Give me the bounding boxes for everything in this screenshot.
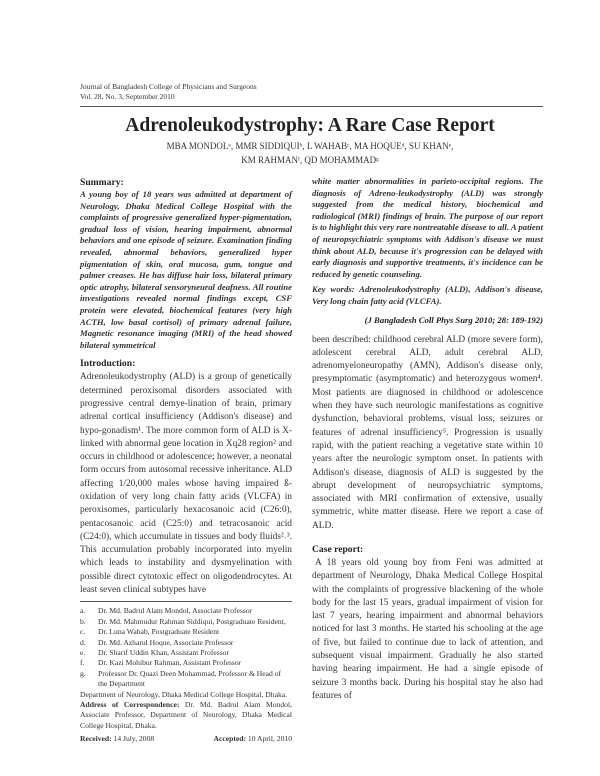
header-rule	[80, 106, 543, 107]
accepted: Accepted: 10 April, 2010	[213, 734, 292, 744]
authors-line-1: MBA MONDOLᵃ, MMR SIDDIQUIᵇ, L WAHABᶜ, MA HOQUEᵈ, SU KHANᵉ,	[166, 141, 454, 151]
keywords: Key words: Adrenoleukodystrophy (ALD), Addison's disease, Very long chain fatty acid (VLCFA).	[312, 284, 543, 306]
introduction-section	[80, 357, 292, 597]
footnote-d: d. Dr. Md. Azharul Hoque, Associate Professor	[80, 637, 234, 647]
summary-continued	[312, 176, 543, 326]
footnotes	[80, 606, 292, 744]
correspondence	[80, 700, 292, 731]
citation: (J Bangladesh Coll Phys Surg 2010; 28: 189-192)	[364, 314, 543, 325]
introduction-continued	[312, 334, 543, 704]
correspondence-label: Address of Correspondence:	[80, 700, 180, 710]
summary-section	[80, 176, 292, 351]
received: Received: 14 July, 2008	[80, 734, 155, 744]
dates	[80, 734, 292, 744]
introduction-text: Adrenoleukodystrophy (ALD) is a group of genetically determined peroxisomal disorders associated with progressive central demye-lination of brain, primary adrenal cortical insufficiency (Addison's disease) and hypo-gonadism¹. The more common form of ALD is X-linked with abnormal gene location in Xq28 region² and occurs in childhood or adolescence; however, a neonatal form occurs from autosomal recessive inheritance. ALD affecting 1/20,000 males whose having impaired ß-oxidation of very long chain fatty acids (VLCFA) in peroxisomes, particularly hexacosanoic acid (C26:0), pentacosanoic acid (C25:0) and tetracosanoic acid (C24:0), which accumulate in tissues and body fluids²˒³. This accumulation probably incorporated into myelin which leads to instability and dysmyelination with possible direct cytotoxic effect on oligodendrocytes. At least seven clinical subtypes have	[80, 372, 292, 596]
footnote-g: g. Professor Dr. Quazi Deen Mohammad, Professor & Head of the Department	[80, 668, 282, 689]
case-report-heading: Case report:	[312, 543, 364, 555]
right-column	[312, 176, 543, 703]
journal-name: Journal of Bangladesh College of Physicians and Surgeons	[80, 82, 257, 91]
introduction-heading: Introduction:	[80, 358, 136, 370]
authors-line-2: KM RAHMANᶠ, QD MOHAMMADᵍ	[241, 155, 379, 165]
summary-text: A young boy of 18 years was admitted at department of Neurology, Dhaka Medical College Hospital with the complaints of progressive generalized hyper-pigmentation, gradual loss of vision, hearing impairment, abnormal behaviors and one episode of seizure. Examination finding revealed, abnormal behaviors, generalized hyper pigmentation of skin, oral mucosa, gum, tongue and palmer creases. He has diffuse hair loss, bilateral primary optic atrophy, bilateral sensoryneural deafness. All routine investigations revealed normal findings except, CSF protein were elevated, biochemical features (very high ACTH, low basal cortisol) of primary adrenal failure, Magnetic resonance imaging (MRI) of the head showed bilateral symmetrical	[80, 189, 292, 350]
correspondence-text: Dr. Md. Badrul Alam Mondol, Associate Professor, Department of Neurology, Dhaka Medical College Hospital, Dhaka.	[80, 700, 292, 730]
footnote-b: b. Dr. Md. Mahmudur Rahman Siddiqui, Postgraduate Resident,	[80, 616, 286, 626]
department: Department of Neurology, Dhaka Medical College Hospital, Dhaka.	[80, 689, 288, 699]
summary-heading: Summary:	[80, 177, 124, 188]
case-report-text: A 18 years old young boy from Feni was admitted at department of Neurology, Dhaka Medical College Hospital with the complaints of progressive blackening of the whole body for the last 15 years, gradual impairment of vision for last 7 years, hearing impairment and abnormal behaviors noticed for last 3 months. He started his schooling at the age of five, but failed to continue due to lack of attention, and subsequent visual impairment. Gradually he also started having hearing impairment. He had a single episode of seizure 3 months back. During his hospital stay he also had features of	[312, 557, 543, 701]
summary-text-continued: white matter abnormalities in parieto-occipital regions. The diagnosis of Adreno-leukodystrophy (ALD) was strongly suggested from the medical history, biochemical and radiological (MRI) findings of brain. The purpose of our report is to highlight this very rare nontreatable disease to all. A patient of neuropsychiatric symptoms with Addison's disease we must think about ALD, because it's progression can be delayed with early diagnosis and supportive treatments, it's incidence can be reduced by genetic counseling.	[312, 176, 543, 279]
introduction-text-continued: been described: childhood cerebral ALD (more severe form), adolescent cerebral ALD, adult cerebral ALD, adrenomyeloneuropathy (AMN), Addison's disease only, presymptomatic (asymptomatic) and heterozygous women⁴. Most patients are diagnosed in childhood or adolescence when they have such neurologic manifestations as cognitive dysfunction, behavioral problems, visual loss, seizures or features of adrenal insufficiency⁵. Progression is usually rapid, with the patient reaching a vegetative state within 10 years after the neurologic symptom onset. In patients with Addison's disease, diagnosis of ALD is suggested by the abrupt development of neuropsychiatric symptoms, associated with MRI confirmation of extensive, usually symmetric, white matter disease. Here we report a case of ALD.	[312, 334, 543, 531]
footnote-a: a. Dr. Md. Badrul Alam Mondol, Associate Professor	[80, 606, 253, 616]
journal-header	[80, 82, 257, 102]
footnote-e: e. Dr. Sharif Uddin Khan, Assistant Professor	[80, 647, 229, 657]
journal-issue: Vol. 28, No. 3, September 2010	[80, 92, 175, 101]
author-list	[110, 139, 510, 167]
footnote-f: f. Dr. Kazi Mohibur Rahman, Assistant Professor	[80, 658, 242, 668]
footnote-rule	[80, 601, 292, 602]
footnote-c: c. Dr. Luna Wahab, Postgraduate Resident	[80, 627, 220, 637]
article-title: Adrenoleukodystrophy: A Rare Case Report	[125, 115, 495, 136]
left-column	[80, 176, 292, 745]
